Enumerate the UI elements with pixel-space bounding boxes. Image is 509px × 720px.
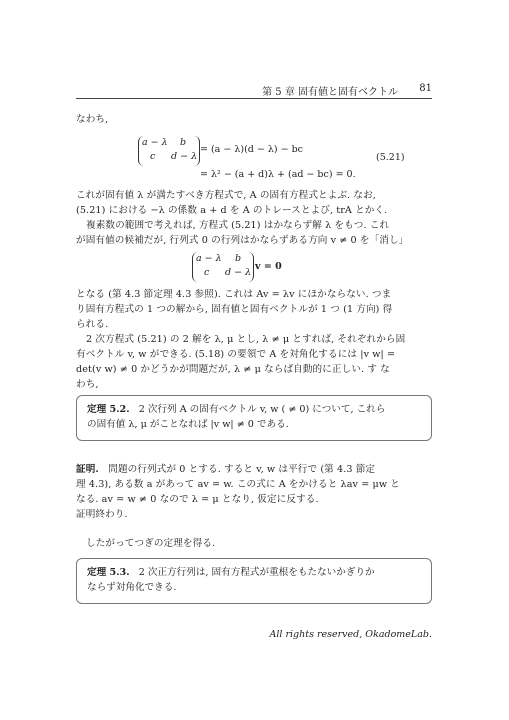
text-line: 有ベクトル v, w ができる. (5.18) の要領で A を対角化するには |v w| = [76,349,396,360]
text-line [87,565,421,580]
equation-number: (5.21) [376,152,405,163]
theorem-5-2-box [76,395,432,441]
paragraph [76,188,432,248]
theorem-title: 定理 5.2. [87,404,130,415]
theorem-text: 2 次正方行列は, 固有方程式が重根をもたないかぎりか [138,567,375,578]
matrix-cell: d − λ [225,267,252,278]
text-line: ならず対角化できる. [87,582,177,593]
theorem-title: 定理 5.3. [87,567,130,578]
text-line: 証明終わり. [76,509,128,520]
chapter-title: 第 5 章 固有値と固有ベクトル [262,87,398,98]
equation-rhs: v = 0 [255,261,282,272]
intro-text: なわち, [76,114,109,125]
text-line: (5.21) における −λ の係数 a + d を A のトレースとよび, trA とかく. [76,205,388,216]
theorem-text: 2 次行列 A の固有ベクトル v, w ( ≠ 0) について, これら [138,404,386,415]
copyright-footer: All rights reserved, OkadomeLab. [269,629,432,640]
text-line: これが固有値 λ が満たすべき方程式で, A の固有方程式とよぶ. なお, [76,190,376,201]
matrix-cell: b [235,253,242,264]
equation-rhs: = λ² − (a + d)λ + (ad − bc) = 0. [200,169,356,180]
text-line: det(v w) ≠ 0 かどうかが問題だが, λ ≠ μ ならば自動的に正しい. す な [76,364,390,375]
paragraph [76,287,432,392]
matrix-cell: b [180,137,187,148]
matrix-cell: c [204,267,210,278]
text-line [76,462,432,477]
paragraph: したがってつぎの定理を得る. [86,538,216,549]
matrix-cell: a − λ [142,137,168,148]
matrix-cell: c [150,151,156,162]
equation-rhs: = (a − λ)(d − λ) − bc [200,144,303,155]
matrix-cell: a − λ [196,253,222,264]
text-line: わち, [76,379,99,390]
text-line: られる. [76,319,109,330]
theorem-5-3-box [76,558,432,604]
text-line: り固有方程式の 1 つの解から, 固有値と固有ベクトルが 1 つ (1 方向) 得 [76,304,393,315]
text-line: 理 4.3), ある数 a があって av = w. この式に A をかけると λav = μw と [76,479,400,490]
proof-text: 問題の行列式が 0 とする. すると v, w は平行で (第 4.3 節定 [108,464,376,475]
text-line: 2 次方程式 (5.21) の 2 解を λ, μ とし, λ ≠ μ とすれば, それぞれから固 [86,334,406,345]
page-number: 81 [419,83,432,94]
text-line [87,402,421,417]
proof [76,462,432,522]
text-line: が固有値の候補だが, 行列式 0 の行列はかならずある方向 v ≠ 0 を「消し」 [76,235,409,246]
text-line: の固有値 λ, μ がことなれば |v w| ≠ 0 である. [87,419,289,430]
text-line: 複素数の範囲で考えれば, 方程式 (5.21) はかならず解 λ をもつ. これ [86,220,390,231]
matrix-cell: d − λ [171,151,198,162]
text-line: となる (第 4.3 節定理 4.3 参照). これは Av = λv にほかならない. つま [76,289,392,300]
text-line: なる. av = w ≠ 0 なので λ = μ となり, 仮定に反する. [76,494,319,505]
proof-title: 証明. [76,464,99,475]
page-header [76,84,432,99]
